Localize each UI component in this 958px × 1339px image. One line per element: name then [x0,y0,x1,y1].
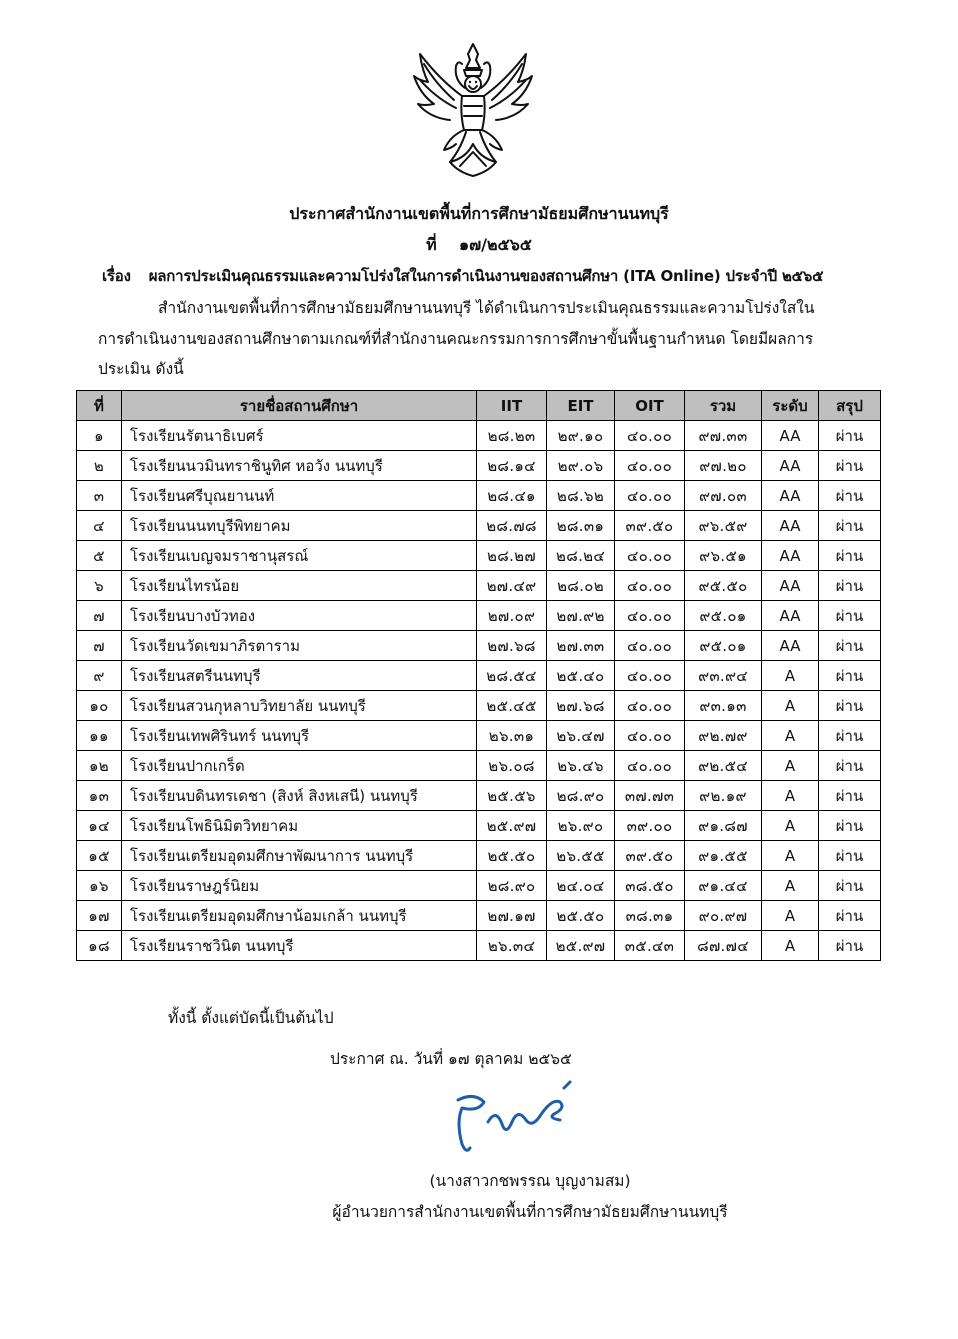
cell-level: AA [762,511,819,541]
cell-no: ๑๗ [77,901,122,931]
cell-school-name: โรงเรียนไทรน้อย [122,571,477,601]
cell-school-name: โรงเรียนปากเกร็ด [122,751,477,781]
cell-eit: ๒๗.๙๒ [547,601,615,631]
table-row [77,661,881,691]
header-total: รวม [685,391,762,421]
table-row [77,511,881,541]
results-table [76,390,881,961]
cell-total: ๙๓.๙๔ [685,661,762,691]
cell-result: ผ่าน [819,721,881,751]
table-row [77,421,881,451]
table-row [77,631,881,661]
cell-result: ผ่าน [819,631,881,661]
cell-level: AA [762,421,819,451]
cell-school-name: โรงเรียนบางบัวทอง [122,601,477,631]
cell-eit: ๒๙.๑๐ [547,421,615,451]
cell-iit: ๒๕.๔๕ [477,691,547,721]
cell-total: ๘๗.๗๔ [685,931,762,961]
intro-paragraph-line-1: สำนักงานเขตพื้นที่การศึกษามัธยมศึกษานนทบุรี ได้ดำเนินการประเมินคุณธรรมและความโปร่งใสใน [158,299,815,317]
subject-text: ผลการประเมินคุณธรรมและความโปร่งใสในการดำเนินงานของสถานศึกษา (ITA Online) ประจำปี ๒๕๖๕ [148,267,824,285]
cell-school-name: โรงเรียนเตรียมอุดมศึกษาพัฒนาการ นนทบุรี [122,841,477,871]
cell-oit: ๓๘.๕๐ [615,871,685,901]
cell-total: ๙๕.๐๑ [685,631,762,661]
cell-total: ๙๑.๘๗ [685,811,762,841]
cell-result: ผ่าน [819,571,881,601]
announcement-title: ประกาศสำนักงานเขตพื้นที่การศึกษามัธยมศึกษานนทบุรี [289,204,669,223]
cell-oit: ๔๐.๐๐ [615,451,685,481]
cell-oit: ๓๙.๕๐ [615,841,685,871]
cell-school-name: โรงเรียนนนทบุรีพิทยาคม [122,511,477,541]
cell-eit: ๒๕.๔๐ [547,661,615,691]
table-row [77,721,881,751]
announcement-subject [102,264,823,288]
cell-no: ๑๘ [77,931,122,961]
number-value: ๑๗/๒๕๖๕ [458,235,532,254]
cell-iit: ๒๖.๐๘ [477,751,547,781]
cell-school-name: โรงเรียนเตรียมอุดมศึกษาน้อมเกล้า นนทบุรี [122,901,477,931]
cell-eit: ๒๖.๔๖ [547,751,615,781]
cell-school-name: โรงเรียนราชวินิต นนทบุรี [122,931,477,961]
cell-result: ผ่าน [819,931,881,961]
cell-no: ๑๑ [77,721,122,751]
cell-oit: ๔๐.๐๐ [615,421,685,451]
cell-iit: ๒๘.๒๓ [477,421,547,451]
cell-no: ๑๔ [77,811,122,841]
cell-no: ๑๕ [77,841,122,871]
cell-total: ๙๗.๓๓ [685,421,762,451]
cell-school-name: โรงเรียนบดินทรเดชา (สิงห์ สิงหเสนี) นนทบุรี [122,781,477,811]
header-eit: EIT [547,391,615,421]
cell-oit: ๓๙.๐๐ [615,811,685,841]
cell-eit: ๒๔.๐๔ [547,871,615,901]
table-row [77,691,881,721]
cell-eit: ๒๕.๙๗ [547,931,615,961]
cell-no: ๕ [77,541,122,571]
announcement-date: ประกาศ ณ. วันที่ ๑๗ ตุลาคม ๒๕๖๕ [330,1050,572,1068]
cell-oit: ๔๐.๐๐ [615,691,685,721]
cell-school-name: โรงเรียนราษฎร์นิยม [122,871,477,901]
table-row [77,871,881,901]
table-header-row [77,391,881,421]
closing-statement: ทั้งนี้ ตั้งแต่บัดนี้เป็นต้นไป [168,1009,334,1027]
cell-iit: ๒๗.๔๙ [477,571,547,601]
cell-school-name: โรงเรียนศรีบุณยานนท์ [122,481,477,511]
intro-paragraph-line-3: ประเมิน ดังนี้ [98,360,184,378]
cell-school-name: โรงเรียนสวนกุหลาบวิทยาลัย นนทบุรี [122,691,477,721]
cell-result: ผ่าน [819,661,881,691]
intro-paragraph-line-2: การดำเนินงานของสถานศึกษาตามเกณฑ์ที่สำนักงานคณะกรรมการการศึกษาขั้นพื้นฐานกำหนด โดยมีผลการ [98,330,814,348]
header-level: ระดับ [762,391,819,421]
cell-total: ๙๓.๑๓ [685,691,762,721]
cell-total: ๙๑.๕๕ [685,841,762,871]
cell-iit: ๒๘.๑๔ [477,451,547,481]
table-row [77,601,881,631]
cell-iit: ๒๕.๕๐ [477,841,547,871]
cell-oit: ๓๙.๕๐ [615,511,685,541]
cell-no: ๒ [77,451,122,481]
cell-result: ผ่าน [819,601,881,631]
table-row [77,481,881,511]
cell-level: AA [762,571,819,601]
table-row [77,451,881,481]
cell-iit: ๒๕.๙๗ [477,811,547,841]
subject-label: เรื่อง [102,267,131,285]
cell-iit: ๒๖.๓๑ [477,721,547,751]
cell-result: ผ่าน [819,781,881,811]
table-row [77,751,881,781]
cell-no: ๑๖ [77,871,122,901]
cell-school-name: โรงเรียนเบญจมราชานุสรณ์ [122,541,477,571]
cell-eit: ๒๖.๙๐ [547,811,615,841]
cell-iit: ๒๘.๕๔ [477,661,547,691]
cell-total: ๙๒.๑๙ [685,781,762,811]
cell-eit: ๒๙.๐๖ [547,451,615,481]
cell-iit: ๒๘.๗๘ [477,511,547,541]
table-row [77,781,881,811]
cell-oit: ๔๐.๐๐ [615,601,685,631]
cell-level: AA [762,541,819,571]
header-no: ที่ [77,391,122,421]
header-result: สรุป [819,391,881,421]
cell-result: ผ่าน [819,481,881,511]
cell-result: ผ่าน [819,451,881,481]
table-row [77,901,881,931]
cell-total: ๙๒.๕๔ [685,751,762,781]
cell-oit: ๓๗.๗๓ [615,781,685,811]
cell-oit: ๔๐.๐๐ [615,541,685,571]
header-oit: OIT [615,391,685,421]
number-label: ที่ [426,235,437,254]
cell-eit: ๒๘.๒๔ [547,541,615,571]
cell-total: ๙๕.๕๐ [685,571,762,601]
cell-oit: ๓๘.๓๑ [615,901,685,931]
table-row [77,571,881,601]
cell-iit: ๒๗.๐๙ [477,601,547,631]
cell-total: ๙๒.๗๙ [685,721,762,751]
cell-level: A [762,931,819,961]
cell-no: ๑ [77,421,122,451]
cell-no: ๑๐ [77,691,122,721]
cell-level: A [762,901,819,931]
cell-level: AA [762,481,819,511]
header-school-name: รายชื่อสถานศึกษา [122,391,477,421]
cell-oit: ๔๐.๐๐ [615,481,685,511]
cell-eit: ๒๕.๕๐ [547,901,615,931]
announcement-number [0,233,958,258]
cell-iit: ๒๗.๖๘ [477,631,547,661]
cell-oit: ๔๐.๐๐ [615,631,685,661]
cell-no: ๔ [77,511,122,541]
cell-level: AA [762,451,819,481]
cell-total: ๙๗.๐๓ [685,481,762,511]
cell-oit: ๔๐.๐๐ [615,721,685,751]
cell-no: ๖ [77,571,122,601]
cell-total: ๙๖.๕๑ [685,541,762,571]
cell-oit: ๔๐.๐๐ [615,751,685,781]
cell-school-name: โรงเรียนเทพศิรินทร์ นนทบุรี [122,721,477,751]
cell-iit: ๒๘.๙๐ [477,871,547,901]
cell-iit: ๒๘.๒๗ [477,541,547,571]
cell-total: ๙๖.๕๙ [685,511,762,541]
cell-eit: ๒๘.๐๒ [547,571,615,601]
cell-result: ผ่าน [819,811,881,841]
signer-title: ผู้อำนวยการสำนักงานเขตพื้นที่การศึกษามัธยมศึกษานนทบุรี [332,1203,728,1221]
cell-level: A [762,691,819,721]
cell-oit: ๔๐.๐๐ [615,571,685,601]
cell-oit: ๔๐.๐๐ [615,661,685,691]
cell-eit: ๒๖.๕๕ [547,841,615,871]
table-row [77,811,881,841]
cell-result: ผ่าน [819,511,881,541]
cell-level: A [762,661,819,691]
cell-school-name: โรงเรียนรัตนาธิเบศร์ [122,421,477,451]
cell-eit: ๒๗.๖๘ [547,691,615,721]
cell-level: A [762,721,819,751]
cell-total: ๙๕.๐๑ [685,601,762,631]
garuda-emblem-icon [410,40,536,180]
signature-icon [448,1078,578,1160]
table-row [77,841,881,871]
cell-no: ๗ [77,631,122,661]
cell-result: ผ่าน [819,691,881,721]
cell-result: ผ่าน [819,751,881,781]
cell-level: A [762,841,819,871]
header-iit: IIT [477,391,547,421]
cell-result: ผ่าน [819,541,881,571]
cell-eit: ๒๖.๔๗ [547,721,615,751]
cell-level: A [762,751,819,781]
cell-no: ๗ [77,601,122,631]
cell-total: ๙๑.๔๔ [685,871,762,901]
cell-iit: ๒๗.๑๗ [477,901,547,931]
cell-eit: ๒๘.๓๑ [547,511,615,541]
signer-name: (นางสาวกชพรรณ บุญงามสม) [429,1172,631,1190]
table-row [77,931,881,961]
cell-no: ๓ [77,481,122,511]
cell-level: AA [762,631,819,661]
cell-no: ๑๒ [77,751,122,781]
cell-iit: ๒๕.๕๖ [477,781,547,811]
cell-school-name: โรงเรียนวัดเขมาภิรตาราม [122,631,477,661]
cell-level: A [762,781,819,811]
cell-total: ๙๐.๙๗ [685,901,762,931]
cell-total: ๙๗.๒๐ [685,451,762,481]
cell-no: ๙ [77,661,122,691]
table-row [77,541,881,571]
cell-school-name: โรงเรียนสตรีนนทบุรี [122,661,477,691]
cell-level: A [762,811,819,841]
cell-eit: ๒๘.๙๐ [547,781,615,811]
cell-result: ผ่าน [819,871,881,901]
cell-level: A [762,871,819,901]
cell-result: ผ่าน [819,421,881,451]
cell-eit: ๒๘.๖๒ [547,481,615,511]
cell-result: ผ่าน [819,841,881,871]
cell-oit: ๓๕.๔๓ [615,931,685,961]
cell-school-name: โรงเรียนนวมินทราชินูทิศ หอวัง นนทบุรี [122,451,477,481]
cell-iit: ๒๖.๓๔ [477,931,547,961]
cell-no: ๑๓ [77,781,122,811]
cell-result: ผ่าน [819,901,881,931]
cell-iit: ๒๘.๔๑ [477,481,547,511]
cell-level: AA [762,601,819,631]
cell-school-name: โรงเรียนโพธินิมิตวิทยาคม [122,811,477,841]
cell-eit: ๒๗.๓๓ [547,631,615,661]
